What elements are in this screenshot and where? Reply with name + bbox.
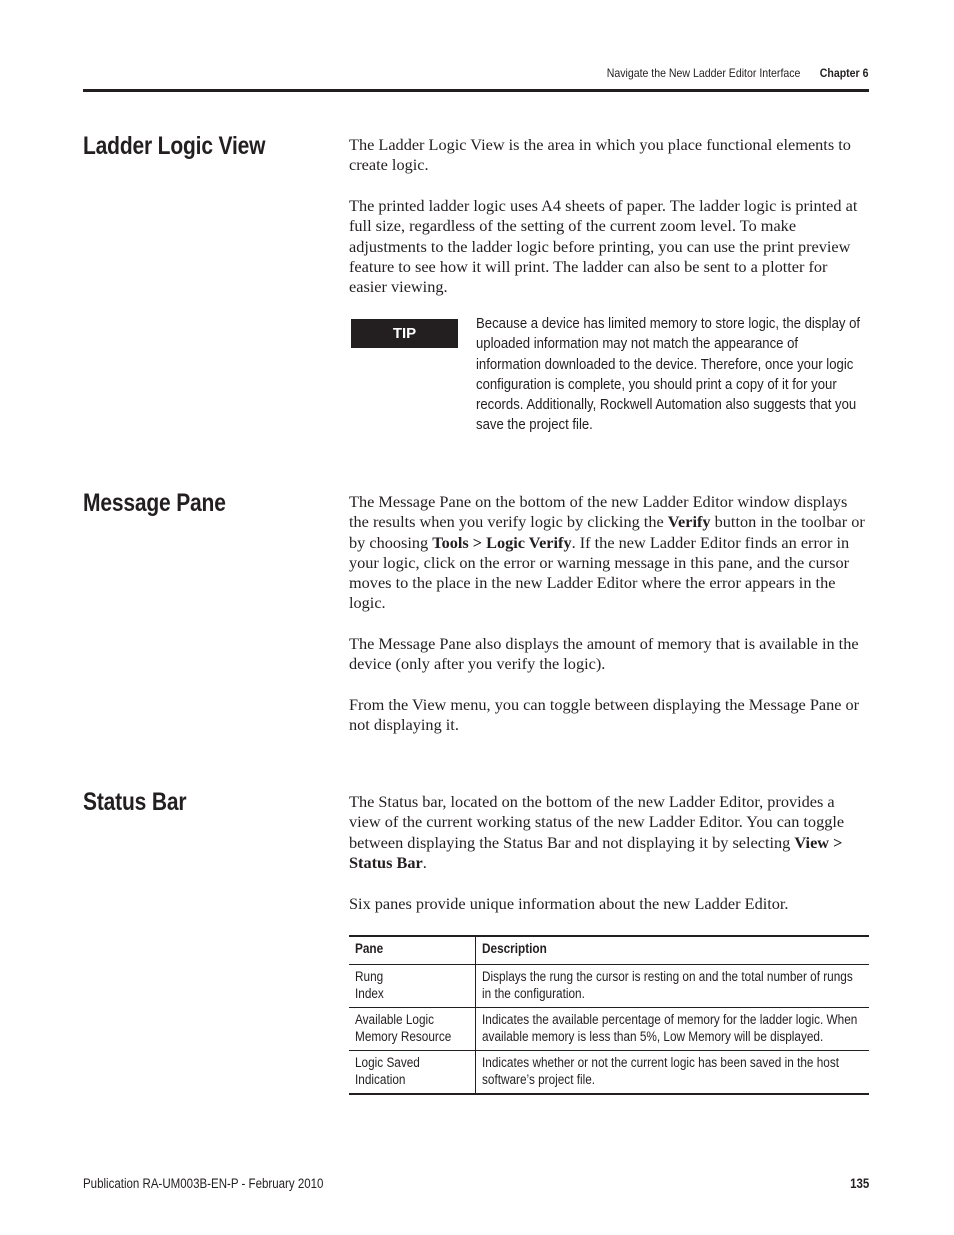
publication-footer: Publication RA-UM003B-EN-P - February 2010 <box>83 1176 324 1191</box>
header-text: Description <box>481 941 547 956</box>
message-pane-paragraph-2: The Message Pane also displays the amount of memory that is available in the device (only after you verify the logic). <box>349 634 859 674</box>
message-pane-paragraph-1 <box>349 492 869 614</box>
text-run: . <box>422 852 427 872</box>
cell-text: Available Logic Memory Resource <box>355 1011 452 1044</box>
tip-text: Because a device has limited memory to store logic, the display of uploaded information may not match the appearance of information downloaded to the device. Therefore, once your logic configuration is complete, you should print a copy of it for your records. Additionally, Rockwell Automation also suggests that you save the project file. <box>476 315 861 434</box>
cell-text: Indicates whether or not the current logic has been saved in the host software’s project file. <box>481 1054 839 1087</box>
header-rule <box>83 89 869 92</box>
status-bar-paragraph-1 <box>349 792 869 873</box>
header-section-title: Navigate the New Ladder Editor Interface <box>606 66 800 80</box>
text-run: button in the toolbar or by choosing <box>349 512 865 552</box>
heading-message-pane: Message Pane <box>83 489 226 517</box>
status-bar-panes-table <box>349 935 869 1095</box>
running-header <box>606 66 868 80</box>
table-row <box>349 1007 869 1050</box>
table-header-description <box>475 936 869 964</box>
cell-text: Rung Index <box>355 968 384 1001</box>
table-cell-pane <box>349 1007 475 1050</box>
table-row <box>349 1050 869 1094</box>
heading-status-bar: Status Bar <box>83 788 187 816</box>
text-run: . If the new Ladder Editor finds an error in your logic, click on the error or warning message in this pane, and the cursor moves to the place in the new Ladder Editor where the error appears in the logic. <box>349 532 850 613</box>
cell-text: Indicates the available percentage of memory for the ladder logic. When available memory is less than 5%, Low Memory will be displayed. <box>481 1011 857 1044</box>
message-pane-paragraph-3: From the View menu, you can toggle between displaying the Message Pane or not displaying it. <box>349 695 860 735</box>
header-chapter: Chapter 6 <box>819 66 868 80</box>
table-cell-description <box>475 1050 869 1094</box>
cell-text: Displays the rung the cursor is resting on and the total number of rungs in the configuration. <box>481 968 853 1001</box>
status-bar-paragraph-2: Six panes provide unique information about the new Ladder Editor. <box>349 894 789 913</box>
text-run: The Message Pane on the bottom of the new Ladder Editor window displays the results when you verify logic by clicking the <box>349 492 848 532</box>
bold-view-status-bar: View > Status Bar <box>349 832 843 872</box>
ladder-logic-view-paragraph-1: The Ladder Logic View is the area in which you place functional elements to create logic. <box>349 135 851 175</box>
table-header-row <box>349 936 869 964</box>
heading-ladder-logic-view: Ladder Logic View <box>83 132 266 160</box>
bold-tools-logic-verify: Tools > Logic Verify <box>432 532 572 552</box>
table-row <box>349 964 869 1007</box>
page-number: 135 <box>849 1176 869 1191</box>
table-header-pane <box>349 936 475 964</box>
table-cell-pane <box>349 964 475 1007</box>
table-cell-pane <box>349 1050 475 1094</box>
table-cell-description <box>475 964 869 1007</box>
cell-text: Logic Saved Indication <box>355 1054 420 1087</box>
bold-verify: Verify <box>667 512 711 532</box>
text-run: The Status bar, located on the bottom of the new Ladder Editor, provides a view of the current working status of the new Ladder Editor. You can toggle between displaying the Status Bar and not displaying it by selecting <box>349 792 845 852</box>
ladder-logic-view-paragraph-2: The printed ladder logic uses A4 sheets of paper. The ladder logic is printed at full size, regardless of the setting of the current zoom level. To make adjustments to the ladder logic before printing, you can use the print preview feature to see how it will print. The ladder can also be sent to a plotter for easier viewing. <box>349 196 858 297</box>
tip-label: TIP <box>351 319 458 348</box>
table-cell-description <box>475 1007 869 1050</box>
header-text: Pane <box>355 941 384 956</box>
